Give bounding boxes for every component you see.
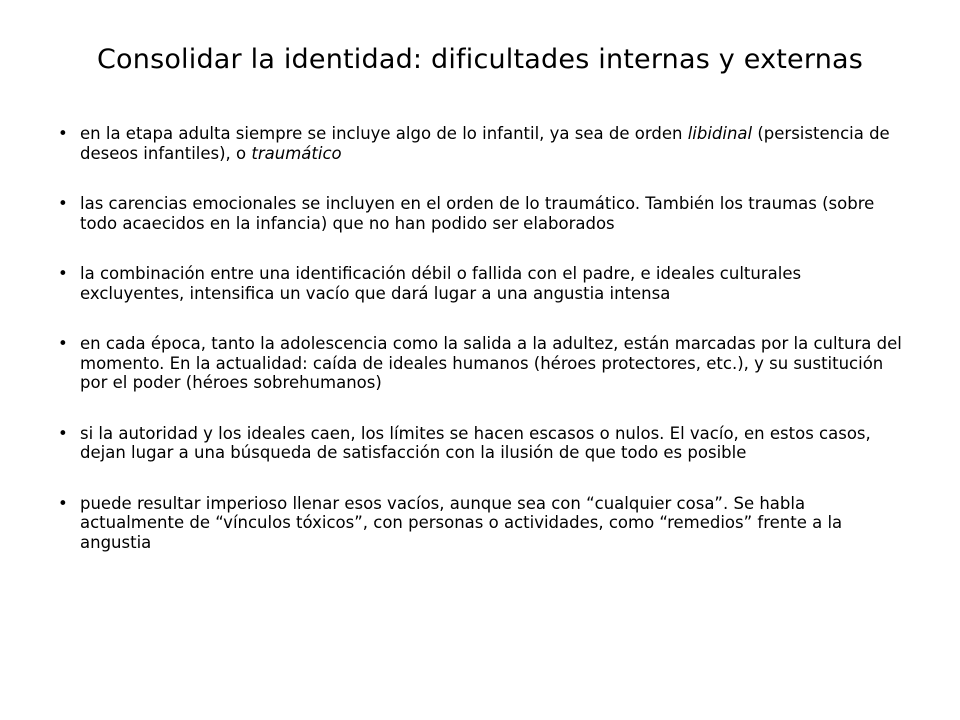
bullet-marker: • <box>58 124 68 143</box>
bullet-marker: • <box>58 493 68 513</box>
bullet-text-2: las carencias emocionales se incluyen en el orden de lo traumático. También los traumas (sobre todo acaecidos en la infancia) que no han podido ser elaborados <box>80 194 875 233</box>
bullet-list <box>58 124 908 583</box>
bullet-item-2 <box>58 194 908 233</box>
bullet-item-4 <box>58 334 908 393</box>
bullet-marker: • <box>58 423 68 443</box>
bullet-item-3 <box>58 264 908 303</box>
bullet-marker: • <box>58 264 68 283</box>
bullet-text-1-part-1: en la etapa adulta siempre se incluye algo de lo infantil, ya sea de orden <box>80 124 688 143</box>
bullet-text-1-part-3: (persistencia de deseos infantiles), o <box>80 124 890 163</box>
bullet-item-6 <box>58 494 908 553</box>
bullet-item-1 <box>58 124 908 163</box>
bullet-marker: • <box>58 334 68 353</box>
bullet-text-1 <box>80 124 908 163</box>
bullet-text-1-emphasis-traumatico: traumático <box>251 143 342 163</box>
bullet-text-4: en cada época, tanto la adolescencia como la salida a la adultez, están marcadas por la cultura del momento. En la actualidad: caída de ideales humanos (héroes protectores, etc.), y su sustitución por el poder (héroes sobrehumanos) <box>80 334 902 392</box>
bullet-marker: • <box>58 194 68 213</box>
bullet-text-6: puede resultar imperioso llenar esos vacíos, aunque sea con “cualquier cosa”. Se habla actualmente de “vínculos tóxicos”, con personas o actividades, como “remedios” frente a la angustia <box>80 493 843 552</box>
slide-title: Consolidar la identidad: dificultades internas y externas <box>96 44 864 75</box>
bullet-text-5: si la autoridad y los ideales caen, los límites se hacen escasos o nulos. El vacío, en estos casos, dejan lugar a una búsqueda de satisfacción con la ilusión de que todo es posible <box>80 423 871 462</box>
bullet-item-5 <box>58 424 908 463</box>
bullet-text-3: la combinación entre una identificación débil o fallida con el padre, e ideales culturales excluyentes, intensifica un vacío que dará lugar a una angustia intensa <box>80 264 802 303</box>
bullet-text-1-emphasis-libidinal: libidinal <box>687 124 753 143</box>
